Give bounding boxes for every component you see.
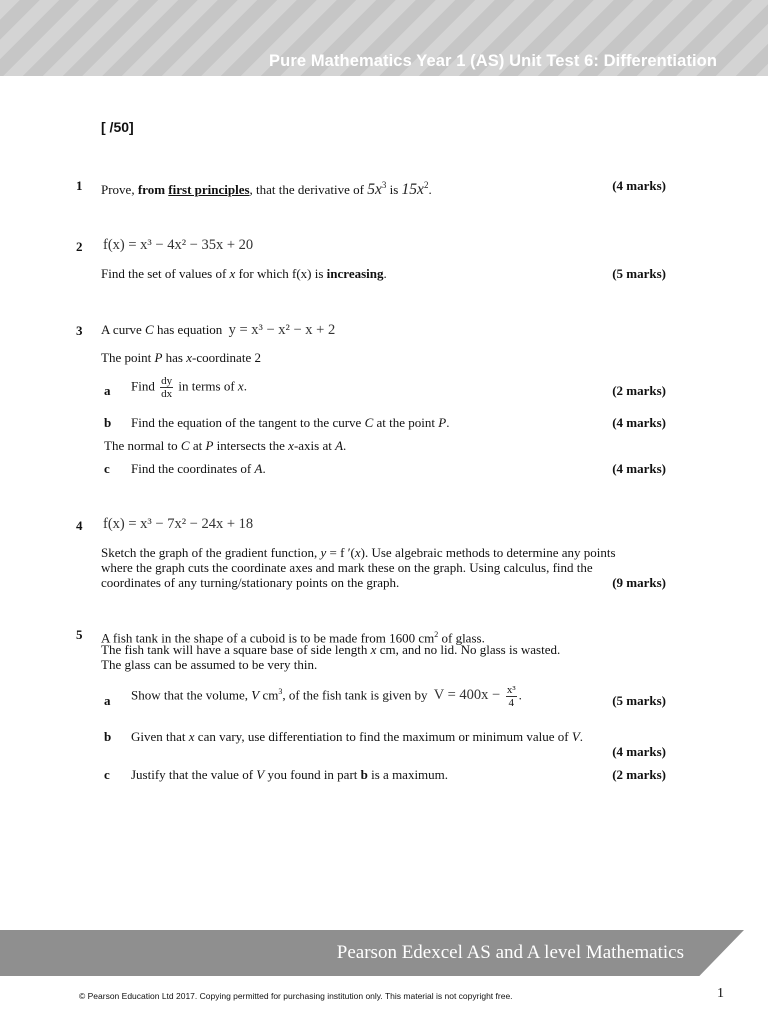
question-5c-label: c xyxy=(104,767,110,782)
total-marks: [ /50] xyxy=(101,119,134,135)
x-cubed-over-4-fraction: $\frac{\text{x³}}{4}$ xyxy=(506,684,516,709)
question-4-line-2: where the graph cuts the coordinate axes and mark these on the graph. Using calculus, find the xyxy=(101,560,593,575)
question-2-number: 2 xyxy=(76,239,83,254)
question-3c-marks: (4 marks) xyxy=(612,461,666,476)
question-5c-marks: (2 marks) xyxy=(612,767,666,782)
question-3c-text: Find the coordinates of A. xyxy=(131,461,266,476)
question-4-line-3: coordinates of any turning/stationary points on the graph. xyxy=(101,575,400,590)
question-1-text: Prove, from first principles, that the derivative of $5x^3$ is $15x^2$. xyxy=(101,180,432,199)
question-5c-text: Justify that the value of V you found in part b is a maximum. xyxy=(131,767,449,782)
question-3-text: A curve C has equation y = x³ − x² − x + 2 xyxy=(101,322,336,338)
page-title: Pure Mathematics Year 1 (AS) Unit Test 6: Differentiation xyxy=(269,52,717,70)
question-1-marks: (4 marks) xyxy=(612,178,666,193)
question-3c-label: c xyxy=(104,461,110,476)
question-3b-marks: (4 marks) xyxy=(612,415,666,430)
question-3b-label: b xyxy=(104,415,112,430)
question-4-function: f(x) = x³ − 7x² − 24x + 18 xyxy=(103,516,254,532)
question-5b-marks: (4 marks) xyxy=(612,744,666,759)
question-2-text: Find the set of values of x for which f(x) is increasing. xyxy=(101,266,387,281)
question-5a-text: Show that the volume, V $cm^3$, of the fish tank is given by V = 400x − $\frac{\text{x³}}{4}$ . xyxy=(131,684,522,709)
question-4-marks: (9 marks) xyxy=(612,575,666,590)
question-5-line-2: The fish tank will have a square base of side length x cm, and no lid. No glass is wasted. xyxy=(101,642,561,657)
question-5-line-1: A fish tank in the shape of a cuboid is to be made from 1600 $cm^2$ of glass. xyxy=(101,630,485,646)
footer-title: Pearson Edexcel AS and A level Mathematics xyxy=(336,942,684,963)
question-3a-label: a xyxy=(104,383,111,398)
question-3a-marks: (2 marks) xyxy=(612,383,666,398)
question-5b-text: Given that x can vary, use differentiation to find the maximum or minimum value of V. xyxy=(131,729,584,744)
page-number: 1 xyxy=(717,986,724,1001)
question-2-marks: (5 marks) xyxy=(612,266,666,281)
question-3-number: 3 xyxy=(76,323,83,338)
question-5b-label: b xyxy=(104,729,112,744)
question-3a-text: Find $\frac{dy}{dx}$ in terms of x. xyxy=(131,375,247,400)
question-3-normal-text: The normal to C at P intersects the x-axis at A. xyxy=(104,438,347,453)
question-2-function: f(x) = x³ − 4x² − 35x + 20 xyxy=(103,237,254,253)
question-3b-text: Find the equation of the tangent to the curve C at the point P. xyxy=(131,415,450,430)
question-5a-marks: (5 marks) xyxy=(612,693,666,708)
copyright-notice: © Pearson Education Ltd 2017. Copying permitted for purchasing institution only. This material is not copyright free. xyxy=(79,991,513,1001)
question-5-number: 5 xyxy=(76,627,83,642)
question-4-line-1: Sketch the graph of the gradient function, y = f ′(x). Use algebraic methods to determine any points xyxy=(101,545,616,560)
question-4-number: 4 xyxy=(76,518,83,533)
dy-dx-fraction: $\frac{dy}{dx}$ xyxy=(161,375,173,400)
question-5a-label: a xyxy=(104,693,111,708)
question-1-number: 1 xyxy=(76,178,83,193)
question-3-point-text: The point P has x-coordinate 2 xyxy=(101,350,261,365)
question-5-line-3: The glass can be assumed to be very thin. xyxy=(101,657,318,672)
